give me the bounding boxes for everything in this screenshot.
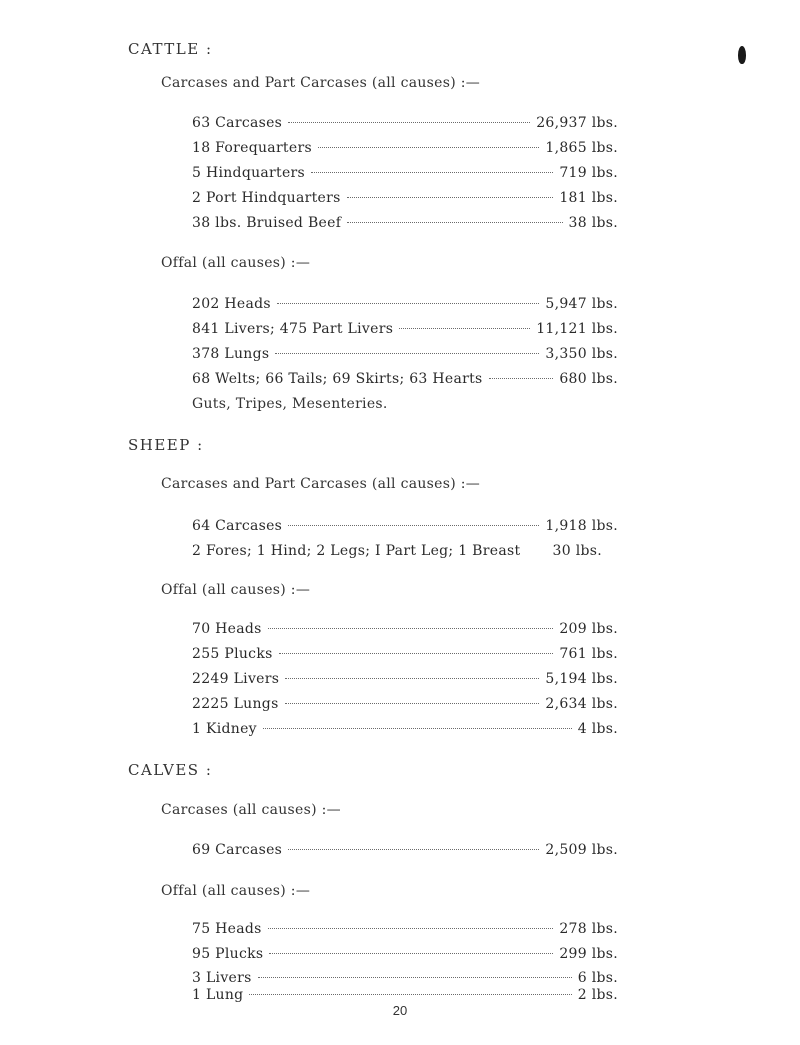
row-label: 70 Heads [192,621,262,637]
cattle-offal-row [192,296,618,314]
row-value: 680 lbs. [559,371,618,387]
row-label: 841 Livers; 475 Part Livers [192,321,394,337]
row-label: 3 Livers [192,970,252,986]
row-value: 1,918 lbs. [545,518,618,534]
dot-leader [311,172,553,173]
row-label: 1 Lung [192,987,244,1003]
dot-leader [275,353,539,354]
dot-leader [249,994,571,995]
row-value: 11,121 lbs. [536,321,618,337]
row-label: 18 Forequarters [192,140,312,156]
row-label: 2249 Livers [192,671,280,687]
page-number: 20 [392,1003,408,1018]
row-value: 5,947 lbs. [545,296,618,312]
row-label: 38 lbs. Bruised Beef [192,215,342,231]
cattle-heading: CATTLE : [128,40,213,58]
row-value: 761 lbs. [559,646,618,662]
row-value: 2,509 lbs. [545,842,618,858]
dot-leader [288,849,539,850]
dot-leader [277,303,540,304]
dot-leader [347,222,562,223]
dot-leader [258,977,572,978]
cattle-carcases-row [192,140,618,158]
sheep-offal-heading: Offal (all causes) :— [161,582,311,598]
dot-leader [268,928,554,929]
dot-leader [347,197,554,198]
cattle-offal-heading: Offal (all causes) :— [161,255,311,271]
sheep-carcases-row [192,518,618,536]
row-label: 2 Fores; 1 Hind; 2 Legs; I Part Leg; 1 Breast [192,543,521,559]
row-value: 181 lbs. [559,190,618,206]
calves-offal-row [192,921,618,939]
dot-leader [288,525,539,526]
row-value: 2 lbs. [577,987,618,1003]
row-value: 299 lbs. [559,946,618,962]
calves-offal-row [192,970,618,988]
cattle-offal-note: Guts, Tripes, Mesenteries. [192,396,388,412]
row-label: 64 Carcases [192,518,283,534]
cattle-offal-row [192,346,618,364]
row-label: 63 Carcases [192,115,283,131]
row-label: 378 Lungs [192,346,270,362]
cattle-carcases-heading: Carcases and Part Carcases (all causes) :— [161,75,481,91]
row-value: 278 lbs. [559,921,618,937]
dot-leader [288,122,530,123]
row-label: 255 Plucks [192,646,273,662]
dot-leader [318,147,539,148]
cattle-carcases-row [192,165,618,183]
row-label: 5 Hindquarters [192,165,306,181]
row-label: 1 Kidney [192,721,257,737]
dot-leader [489,378,554,379]
cattle-carcases-row [192,115,618,133]
row-value: 3,350 lbs. [545,346,618,362]
row-value: 209 lbs. [559,621,618,637]
calves-carcases-heading: Carcases (all causes) :— [161,802,341,818]
calves-offal-heading: Offal (all causes) :— [161,883,311,899]
row-label: 2225 Lungs [192,696,279,712]
row-value: 719 lbs. [559,165,618,181]
row-value: 4 lbs. [577,721,618,737]
sheep-offal-row [192,721,618,739]
dot-leader [285,703,540,704]
cattle-offal-row [192,321,618,339]
dot-leader [268,628,554,629]
cattle-carcases-row [192,190,618,208]
dot-leader [263,728,572,729]
row-value: 5,194 lbs. [545,671,618,687]
sheep-carcases-row [192,543,602,561]
row-value: 6 lbs. [577,970,618,986]
sheep-offal-row [192,621,618,639]
sheep-offal-row [192,696,618,714]
dot-leader [279,653,554,654]
row-label: 69 Carcases [192,842,283,858]
row-value: 26,937 lbs. [536,115,618,131]
cattle-offal-row [192,371,618,389]
row-value: 38 lbs. [568,215,618,231]
row-label: 68 Welts; 66 Tails; 69 Skirts; 63 Hearts [192,371,483,387]
dot-leader [399,328,530,329]
dot-leader [269,953,553,954]
dot-leader [285,678,539,679]
row-label: 75 Heads [192,921,262,937]
sheep-heading: SHEEP : [128,436,204,454]
row-label: 2 Port Hindquarters [192,190,341,206]
calves-carcases-row [192,842,618,860]
row-label: 202 Heads [192,296,271,312]
sheep-carcases-heading: Carcases and Part Carcases (all causes) :— [161,476,481,492]
sheep-offal-row [192,646,618,664]
sheep-offal-row [192,671,618,689]
row-label: 95 Plucks [192,946,264,962]
row-value: 2,634 lbs. [545,696,618,712]
row-value: 30 lbs. [552,543,602,559]
row-value: 1,865 lbs. [545,140,618,156]
binding-hole-mark [738,46,746,64]
calves-offal-row [192,946,618,964]
cattle-carcases-row [192,215,618,233]
calves-heading: CALVES : [128,761,213,779]
